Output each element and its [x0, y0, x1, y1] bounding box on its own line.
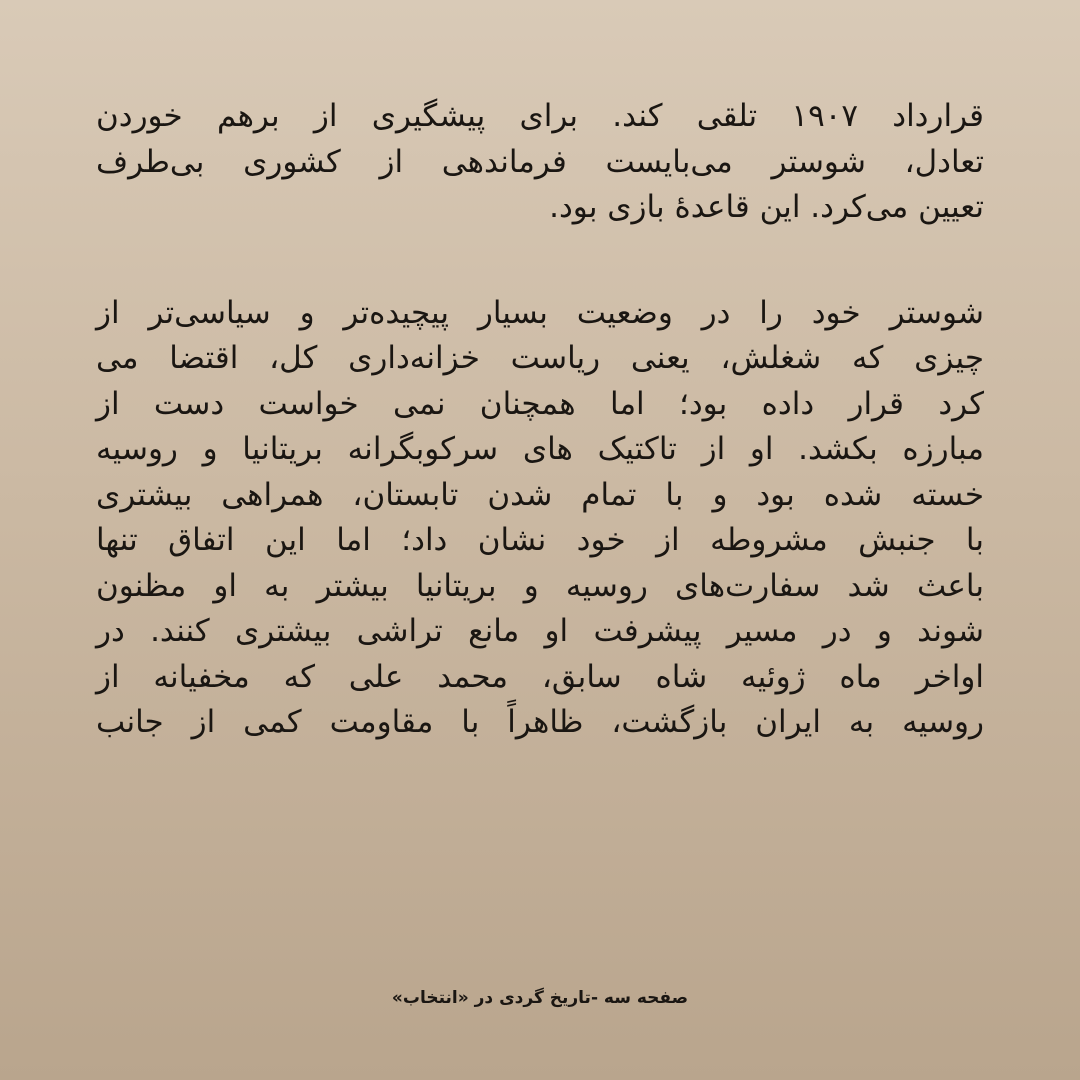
text-line: تعیین می‌کرد. این قاعدهٔ بازی بود. — [549, 189, 984, 225]
paragraph-2 — [96, 291, 984, 746]
text-line: اواخر ماه ژوئیه شاه سابق، محمد علی که مخفیانه از — [96, 658, 984, 695]
page-footer: صفحه سه -تاریخ گردی در «انتخاب» — [391, 988, 689, 1008]
text-line: قرارداد ۱۹۰۷ تلقی کند. برای پیشگیری از برهم خوردن — [96, 98, 984, 134]
text-line: شوستر خود را در وضعیت بسیار پیچیده‌تر و سیاسی‌تر از — [96, 294, 984, 331]
text-line: چیزی که شغلش، یعنی ریاست خزانه‌داری کل، اقتضا می — [96, 340, 984, 376]
article-body — [96, 94, 984, 746]
text-line: کرد قرار داده بود؛ اما همچنان نمی خواست دست از — [96, 385, 984, 422]
text-line: مبارزه بکشد. او از تاکتیک های سرکوبگرانه بریتانیا و روسیه — [96, 431, 984, 467]
text-line: شوند و در مسیر پیشرفت او مانع تراشی بیشتری کنند. در — [96, 613, 984, 649]
text-line: خسته شده بود و با تمام شدن تابستان، همراهی بیشتری — [96, 476, 984, 513]
text-line: با جنبش مشروطه از خود نشان داد؛ اما این اتفاق تنها — [96, 522, 984, 558]
text-line: روسیه به ایران بازگشت، ظاهراً با مقاومت کمی از جانب — [96, 704, 984, 740]
text-line: تعادل، شوستر می‌بایست فرماندهی از کشوری بی‌طرف — [96, 143, 984, 180]
paragraph-1 — [96, 94, 984, 231]
text-line: باعث شد سفارت‌های روسیه و بریتانیا بیشتر به او مظنون — [96, 567, 984, 604]
